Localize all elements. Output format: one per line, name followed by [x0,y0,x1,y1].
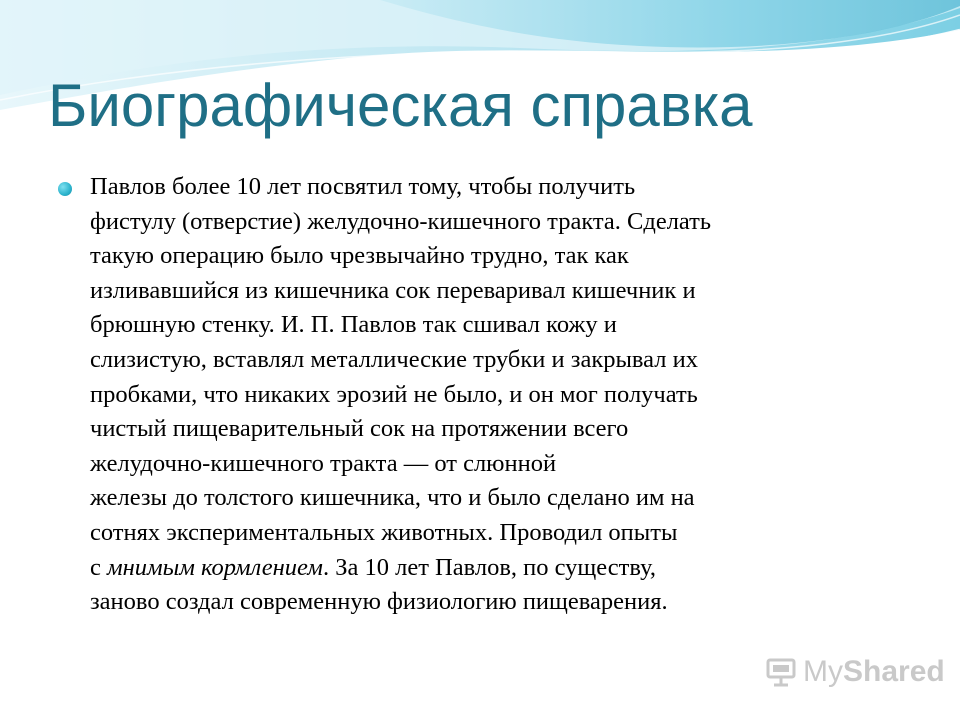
body-line: сотнях экспериментальных животных. Проводил опыты [90,518,678,546]
body-line: такую операцию было чрезвычайно трудно, так как [90,242,629,270]
body-line: желудочно-кишечного тракта — от слюнной [90,449,557,477]
body-line-with-emphasis [90,551,900,586]
body-line: заново создал современную физиологию пищеварения. [90,588,668,616]
body-line: железы до толстого кишечника, что и было сделано им на [90,484,695,512]
watermark-text: MyShared [803,655,945,688]
emphasis-text: мнимым кормлением [107,553,323,581]
line-prefix: с [90,553,107,581]
body-line: фистулу (отверстие) желудочно-кишечного тракта. Сделать [90,207,712,235]
projector-screen-icon [765,657,797,687]
body-paragraph [90,170,900,620]
body-line: изливавшийся из кишечника сок переваривал кишечник и [90,276,696,304]
body-line: слизистую, вставлял металлические трубки и закрывал их [90,345,698,373]
myshared-watermark [765,655,945,689]
body-line: брюшную стенку. И. П. Павлов так сшивал кожу и [90,311,617,339]
body-line: Павлов более 10 лет посвятил тому, чтобы получить [90,173,636,200]
line-suffix: . За 10 лет Павлов, по существу, [322,553,657,581]
body-line: чистый пищеварительный сок на протяжении всего [90,415,629,443]
slide-title: Биографическая справка [48,72,753,139]
body-line: пробками, что никаких эрозий не было, и он мог получать [90,380,698,408]
bullet-icon [58,182,72,196]
